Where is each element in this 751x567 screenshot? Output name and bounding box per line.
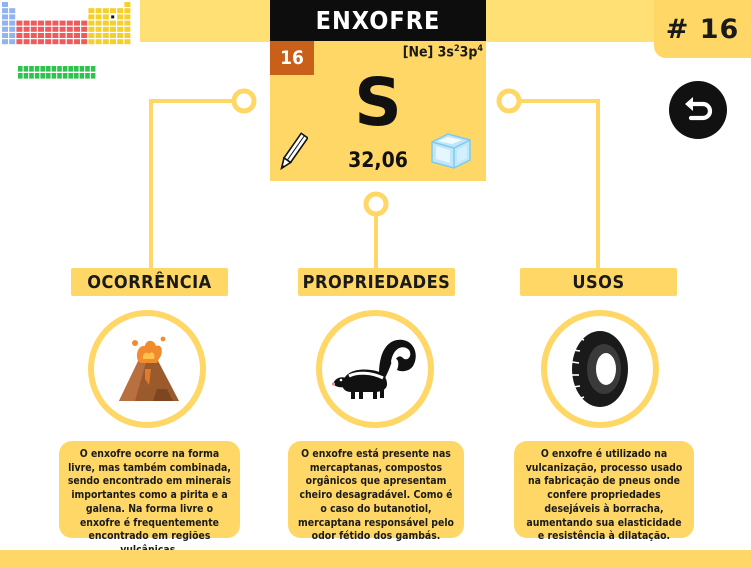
ice-cube-icon xyxy=(428,128,474,172)
back-button[interactable] xyxy=(669,81,727,139)
section-text-usos: O enxofre é utilizado na vulcanização, processo usado na fabricação de pneus onde confere propriedades desejáveis à borracha, aumentando sua elasticidade e resistência à dilatação. xyxy=(514,441,694,538)
section-text-ocorrencia: O enxofre ocorre na forma livre, mas também combinada, sendo encontrado em minerais importantes como a pirita e a galena. Na forma livre o enxofre é frequentemente encontrado em regiões xyxy=(59,441,240,538)
section-text-propriedades: O enxofre está presente nas mercaptanas, compostos orgânicos que apresentam cheiro desagradável. Como é o caso do butanotiol, mercaptana responsável pelo odor fétido dos gambás. xyxy=(288,441,464,538)
element-name: ENXOFRE xyxy=(270,0,486,41)
section-title-ocorrencia: OCORRÊNCIA xyxy=(71,268,228,296)
section-title-propriedades: PROPRIEDADES xyxy=(298,268,455,296)
pencil-icon xyxy=(278,130,308,174)
element-symbol: S xyxy=(354,64,402,141)
connector-node-center xyxy=(366,194,386,214)
section-title-usos: USOS xyxy=(520,268,677,296)
section-image-frame-ocorrencia xyxy=(88,310,206,428)
skunk-icon xyxy=(329,334,421,404)
electron-configuration: [Ne] $3s^23p^4$ xyxy=(402,44,483,61)
tire-icon xyxy=(564,328,636,410)
connector-node-left xyxy=(234,91,254,111)
connector-node-right xyxy=(499,91,519,111)
section-image-frame-propriedades xyxy=(316,310,434,428)
atomic-mass: 32,06 xyxy=(348,148,408,172)
volcano-icon xyxy=(105,329,189,409)
back-arrow-icon xyxy=(681,95,715,125)
section-image-frame-usos xyxy=(541,310,659,428)
atomic-number: 16 xyxy=(270,41,314,75)
page-number: # 16 xyxy=(665,13,740,45)
bottom-band xyxy=(0,550,751,567)
